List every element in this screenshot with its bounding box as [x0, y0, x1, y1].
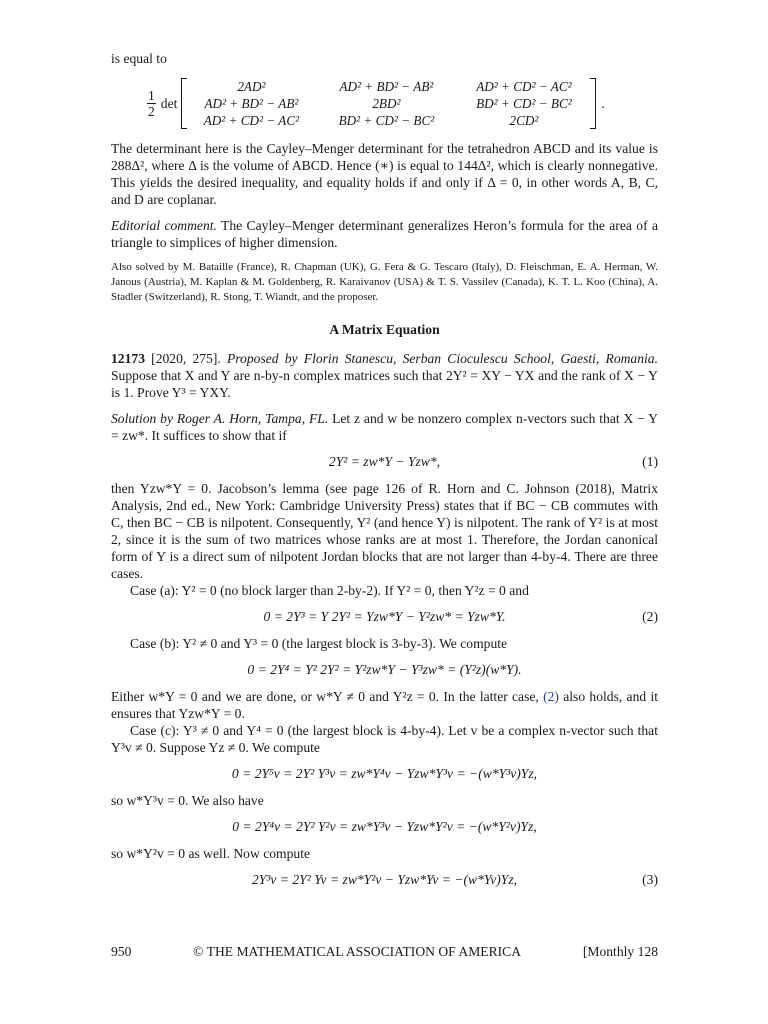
editorial-label: Editorial comment. [111, 218, 217, 233]
equation-2-link[interactable]: (2) [543, 689, 559, 704]
case-c: Case (c): Y³ ≠ 0 and Y⁴ = 0 (the largest block is 4-by-4). Let v be a complex n-vector such that Y³v ≠ 0. Suppose Yz ≠ 0. We compute [111, 723, 658, 755]
equation-3-number: (3) [642, 872, 658, 887]
matrix-cell: AD² + BD² − AB² [339, 79, 434, 94]
so-line-2: so w*Y²v = 0 as well. Now compute [111, 846, 311, 861]
equation-case-c-1 [111, 765, 658, 782]
matrix-cell: 2CD² [509, 113, 539, 128]
equation-2 [111, 608, 658, 625]
fraction-denominator: 2 [148, 104, 155, 119]
editorial-text: The Cayley–Menger determinant generalizes Heron’s formula for the area of a triangle to simplices of higher dimension. [111, 218, 658, 250]
either-text-1: Either w*Y = 0 and we are done, or w*Y ≠ 0 and Y²z = 0. In the latter case, [111, 689, 544, 704]
solution-intro [111, 410, 658, 444]
fraction-one-half [147, 88, 156, 119]
matrix-period: . [601, 96, 605, 111]
problem-proposer: Proposed by Florin Stanescu, Serban Cioculescu School, Gaesti, Romania. [226, 351, 659, 366]
either-text-2: also holds, and it ensures that Yzw*Y = 0. [111, 689, 659, 721]
det-label: det [160, 96, 178, 111]
intro-line: is equal to [111, 51, 167, 66]
section-title: A Matrix Equation [329, 322, 440, 337]
equation-case-c-2 [111, 818, 658, 835]
editorial-paragraph [111, 217, 658, 251]
cayley-menger-matrix [181, 78, 596, 129]
jacobson-paragraph: then Yzw*Y = 0. Jacobson’s lemma (see page 126 of R. Horn and C. Johnson (2018), Matrix Analysis, 2nd ed., New York: Cambridge University Press) states that if BC − CB commutes with C, then BC − CB is nilpotent. Consequently, Y² (and hence Y) is nilpotent. The rank of Y² is at most 2, since it is the sum of two matrices whose ranks are at most 1. Therefore, the Jordan canonical form of Y is a direct sum of nilpotent Jordan blocks that are not larger than 4-by-4. There are three cases. [111, 481, 658, 581]
equation-1-body: 2Y² = zw*Y − Yzw*, [328, 454, 441, 469]
fraction-numerator: 1 [148, 88, 155, 103]
problem-number: 12173 [111, 351, 145, 366]
equation-case-b [111, 661, 658, 678]
either-paragraph [111, 688, 658, 722]
equation-3-body: 2Y³v = 2Y² Yv = zw*Y²v − Yzw*Yv = −(w*Yv)Yz, [251, 872, 518, 887]
page-footer [111, 944, 658, 960]
equation-case-c-1-body: 0 = 2Y⁵v = 2Y² Y³v = zw*Y⁴v − Yzw*Y³v = −(w*Y³v)Yz, [231, 766, 538, 781]
problem-text: Suppose that X and Y are n-by-n complex matrices such that 2Y² = XY − YX and the rank of X − Y is 1. Prove Y³ = YXY. [111, 368, 658, 400]
case-a: Case (a): Y² = 0 (no block larger than 2-by-2). If Y² = 0, then Y²z = 0 and [130, 583, 529, 598]
page-number: 950 [111, 944, 132, 959]
equation-case-c-2-body: 0 = 2Y⁴v = 2Y² Y²v = zw*Y³v − Yzw*Y²v = −(w*Y²v)Yz, [232, 819, 537, 834]
matrix-cell: BD² + CD² − BC² [338, 113, 435, 128]
matrix-cell: AD² + CD² − AC² [203, 113, 300, 128]
footer-journal: [Monthly 128 [582, 944, 658, 959]
equation-3 [111, 871, 658, 888]
equation-2-body: 0 = 2Y³ = Y 2Y² = Yzw*Y − Y²zw* = Yzw*Y. [263, 609, 506, 624]
problem-ref: [2020, 275]. [144, 351, 227, 366]
matrix-cell: 2BD² [372, 96, 401, 111]
determinant-expression [147, 78, 658, 129]
so-line-1: so w*Y³v = 0. We also have [111, 793, 264, 808]
matrix-cell: BD² + CD² − BC² [476, 96, 572, 111]
solution-label: Solution by Roger A. Horn, Tampa, FL. [111, 411, 329, 426]
matrix-cell: AD² + CD² − AC² [476, 79, 572, 94]
matrix-cell: 2AD² [237, 79, 266, 94]
equation-1 [111, 453, 658, 470]
equation-1-number: (1) [642, 454, 658, 469]
also-solved-list: Also solved by M. Bataille (France), R. Chapman (UK), G. Fera & G. Tescaro (Italy), D. Fleischman, E. A. Herman, W. Janous (Austria), M. Kaplan & M. Goldenberg, R. Karaivanov (USA) & T. S. Vassilev (Canada), K. T. L. Koo (China), A. Stadler (Switzerland), R. Stong, T. Wiandt, and the proposer. [111, 261, 658, 303]
page-content [111, 50, 658, 898]
problem-statement [111, 350, 658, 401]
solution-text: Let z and w be nonzero complex n-vectors such that X − Y = zw*. It suffices to show that if [111, 411, 658, 443]
matrix-cell: AD² + BD² − AB² [204, 96, 299, 111]
equation-2-number: (2) [642, 609, 658, 624]
determinant-paragraph: The determinant here is the Cayley–Menger determinant for the tetrahedron ABCD and its value is 288Δ², where Δ is the volume of ABCD. Hence (∗) is equal to 144Δ², which is clearly nonnegative. This yields the desired inequality, and equality holds if and only if Δ = 0, in other words A, B, C, and D are coplanar. [111, 141, 658, 207]
case-b: Case (b): Y² ≠ 0 and Y³ = 0 (the largest block is 3-by-3). We compute [130, 636, 508, 651]
footer-publisher: © THE MATHEMATICAL ASSOCIATION OF AMERICA [193, 944, 522, 959]
equation-case-b-body: 0 = 2Y⁴ = Y² 2Y² = Y²zw*Y − Y³zw* = (Y²z)(w*Y). [247, 662, 522, 677]
